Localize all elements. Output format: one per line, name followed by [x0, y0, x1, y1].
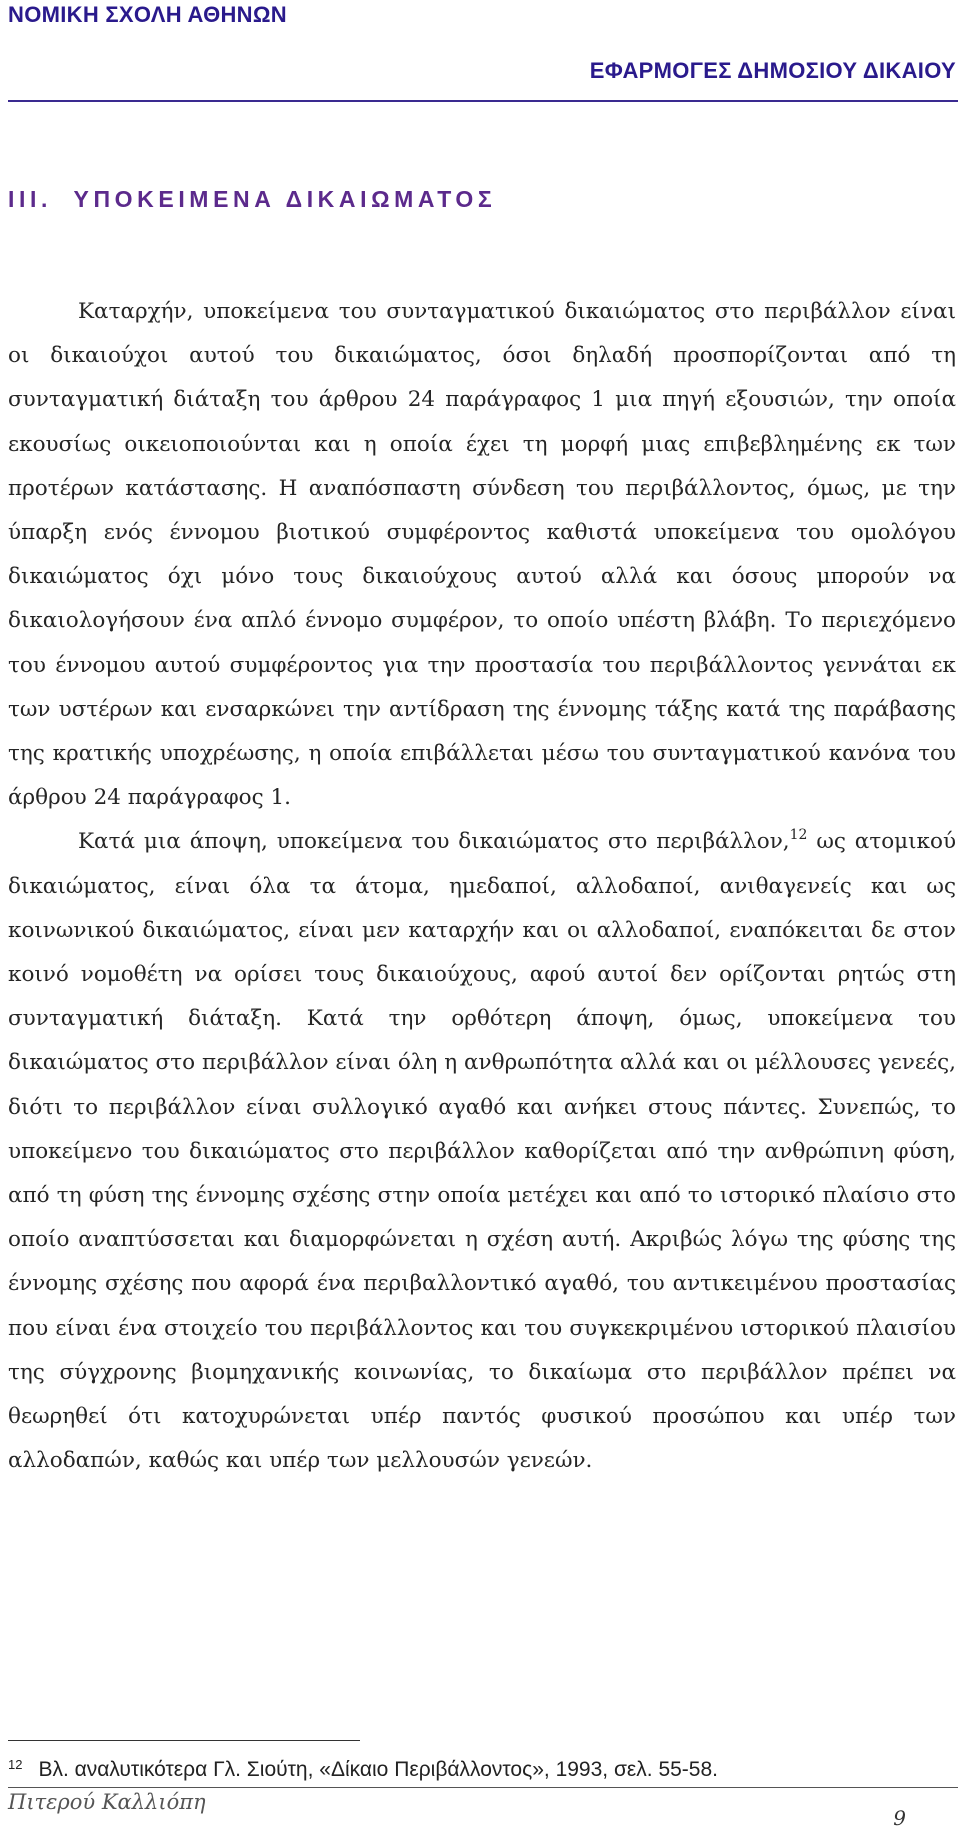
- footer-divider: [8, 1787, 958, 1788]
- footnote: [8, 1757, 718, 1782]
- header-school: ΝΟΜΙΚΗ ΣΧΟΛΗ ΑΘΗΝΩΝ: [8, 2, 287, 27]
- body-text: [8, 290, 956, 1483]
- footer-author: Πιτερού Καλλιόπη: [8, 1790, 206, 1814]
- paragraph-2-rest: ως ατομικού δικαιώματος, είναι όλα τα άτομα, ημεδαποί, αλλοδαποί, ανιθαγενείς και ως κοινωνικού δικαιώματος, είναι μεν καταρχήν και οι αλλοδαποί, εναπόκειται δε στον κοινό νομοθέτη να ορίσει τους δικαιούχους, αφού αυτοί δεν ορίζονται ρητώς στη συνταγματική διάταξη. Κατά την ορθότερη άποψη, όμως, υποκείμενα του δικαιώματος στο περιβάλλον είναι όλη η ανθρωπότητα αλλά και οι μέλλουσες γενεές, διότι το περιβάλλον είναι συλλογικό αγαθό και ανήκει στους πάντες. Συνεπώς, το υποκείμενο του δικαιώματος στο περιβάλλον καθορίζεται από την ανθρώπινη φύση, από τη φύση της έννομης σχέσης στην οποία μετέχει και από το ιστορικό πλαίσιο στο οποίο αναπτύσσεται και διαμορφώνεται η σχέση αυτή. Ακριβώς λόγω της φύσης της έννομης σχέσης που αφορά ένα περιβαλλοντικό αγαθό, του αντικειμένου προστασίας που είναι ένα στοιχείο του περιβάλλοντος και του συγκεκριμένου ιστορικού πλαισίου της σύγχρονης βιομηχανικής κοινωνίας, το δικαίωμα στο περιβάλλον πρέπει να θεωρηθεί ότι κατοχυρώνεται υπέρ παντός φυσικού προσώπου και υπέρ των αλλοδαπών, καθώς και υπέρ των μελλουσών γενεών.: [8, 829, 957, 1474]
- footnote-text: Βλ. αναλυτικότερα Γλ. Σιούτη, «Δίκαιο Περιβάλλοντος», 1993, σελ. 55-58.: [38, 1758, 718, 1781]
- paragraph-2-start: Κατά μια άποψη, υποκείμενα του δικαιώματος στο περιβάλλον,: [78, 829, 790, 855]
- paragraph-2: [8, 820, 956, 1483]
- paragraph-1: Καταρχήν, υποκείμενα του συνταγματικού δικαιώματος στο περιβάλλον είναι οι δικαιούχοι αυτού του δικαιώματος, όσοι δηλαδή προσπορίζονται από τη συνταγματική διάταξη του άρθρου 24 παράγραφος 1 μια πηγή εξουσιών, την οποία εκουσίως οικειοποιούνται και η οποία έχει τη μορφή μιας επιβεβλημένης εκ των προτέρων κατάστασης. Η αναπόσπαστη σύνδεση του περιβάλλοντος, όμως, με την ύπαρξη ενός έννομου βιοτικού συμφέροντος καθιστά υποκείμενα του ομολόγου δικαιώματος όχι μόνο τους δικαιούχους αυτού αλλά και όσους μπορούν να δικαιολογήσουν ένα απλό έννομο συμφέρον, το οποίο υπέστη βλάβη. Το περιεχόμενο του έννομου αυτού συμφέροντος για την προστασία του περιβάλλοντος γεννάται εκ των υστέρων και ενσαρκώνει την αντίδραση της έννομης τάξης κατά της παράβασης της κρατικής υποχρέωσης, η οποία επιβάλλεται μέσω του συνταγματικού κανόνα του άρθρου 24 παράγραφος 1.: [8, 299, 956, 811]
- header-course: ΕΦΑΡΜΟΓΕΣ ΔΗΜΟΣΙΟΥ ΔΙΚΑΙΟΥ: [589, 58, 956, 83]
- header-divider: [8, 100, 958, 102]
- section-title: ΙΙΙ. ΥΠΟΚΕΙΜΕΝΑ ΔΙΚΑΙΩΜΑΤΟΣ: [8, 186, 497, 212]
- footnote-reference[interactable]: 12: [789, 827, 808, 844]
- footnote-divider: [8, 1740, 360, 1741]
- page-number: 9: [893, 1806, 906, 1830]
- footnote-number: 12: [8, 1757, 23, 1772]
